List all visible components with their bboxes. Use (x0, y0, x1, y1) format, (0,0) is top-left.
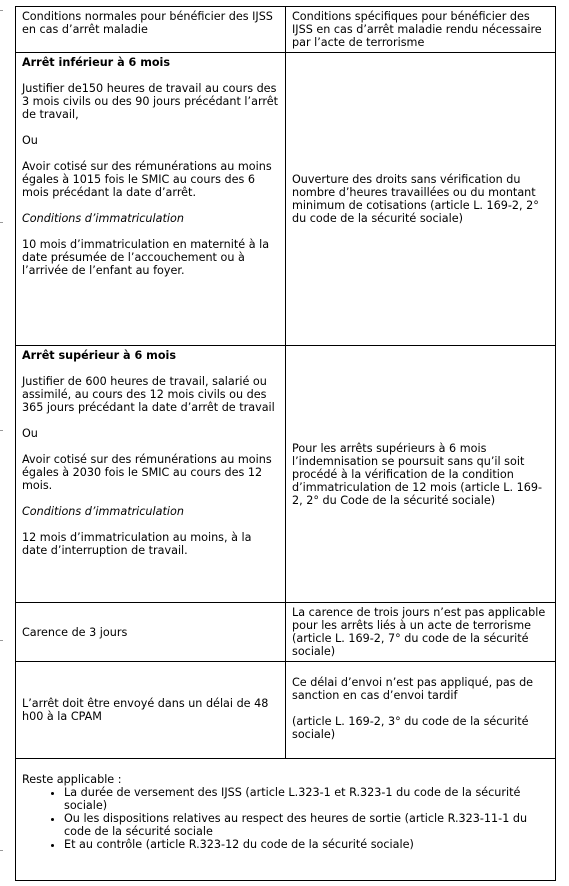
row2-paragraph: Justifier de 600 heures de travail, salarié ou assimilé, au cours des 12 mois civils ou des 365 jours précédant la date d’arrêt de travail (22, 375, 275, 414)
row4-right-reference: (article L. 169-2, 3° du code de la sécurité sociale) (292, 715, 529, 741)
row2-or: Ou (22, 427, 38, 440)
footer-cell (16, 759, 556, 881)
row4-left-cell (16, 662, 286, 759)
row1-right-cell (286, 53, 556, 346)
margin-mark (0, 430, 3, 431)
row1-paragraph: 10 mois d’immatriculation en maternité à la date présumée de l’accouchement ou à l’arrivée de l’enfant au foyer. (22, 238, 270, 277)
row4-left-text: L’arrêt doit être envoyé dans un délai de 48 h00 à la CPAM (22, 697, 269, 723)
footer-intro: Reste applicable : (22, 773, 122, 786)
row1-left-cell (16, 53, 286, 346)
row2-right-text: Pour les arrêts supérieurs à 6 mois l’indemnisation se poursuit sans qu’il soit procédé à la vérification de la condition d’immatriculation de 12 mois (article L. 169-2, 2° du Code de la sécurité sociale) (292, 441, 543, 507)
table-row (16, 662, 556, 759)
header-cell-specific (286, 7, 556, 53)
row2-paragraph: Avoir cotisé sur des rémunérations au moins égales à 2030 fois le SMIC au cours des 12 mois. (22, 453, 272, 492)
ijss-conditions-table (15, 6, 556, 881)
row3-right-cell (286, 603, 556, 662)
row1-title: Arrêt inférieur à 6 mois (22, 56, 171, 69)
table-row (16, 53, 556, 346)
row1-subtitle: Conditions d’immatriculation (22, 212, 184, 225)
row1-or: Ou (22, 134, 38, 147)
margin-mark (0, 10, 3, 11)
row3-left-text: Carence de 3 jours (22, 625, 128, 639)
header-cell-normal (16, 7, 286, 53)
row2-subtitle: Conditions d’immatriculation (22, 505, 184, 518)
table-footer-row (16, 759, 556, 881)
row2-title: Arrêt supérieur à 6 mois (22, 349, 177, 362)
row1-paragraph: Avoir cotisé sur des rémunérations au moins égales à 1015 fois le SMIC au cours des 6 mois précédant la date d’arrêt. (22, 160, 272, 199)
footer-bullet-list (22, 786, 549, 851)
row1-paragraph: Justifier de150 heures de travail au cours des 3 mois civils ou des 90 jours précédant l’arrêt de travail, (22, 82, 278, 121)
row3-left-cell (16, 603, 286, 662)
row3-right-text: La carence de trois jours n’est pas applicable pour les arrêts liés à un acte de terrorisme (article L. 169-2, 7° du code de la sécurité sociale) (292, 606, 546, 658)
row2-right-cell (286, 346, 556, 603)
margin-mark (0, 850, 3, 851)
row4-right-cell (286, 662, 556, 759)
table-header-row (16, 7, 556, 53)
row4-right-text: Ce délai d’envoi n’est pas appliqué, pas de sanction en cas d’envoi tardif (292, 676, 534, 702)
table-row (16, 346, 556, 603)
list-item: • La durée de versement des IJSS (article L.323-1 et R.323-1 du code de la sécurité sociale) (64, 786, 549, 812)
row2-paragraph: 12 mois d’immatriculation au moins, à la date d’interruption de travail. (22, 531, 252, 557)
header-normal-text: Conditions normales pour bénéficier des IJSS en cas d’arrêt maladie (22, 10, 273, 36)
row1-right-text: Ouverture des droits sans vérification du nombre d’heures travaillées ou du montant minimum de cotisations (article L. 169-2, 2° du code de la sécurité sociale) (292, 173, 539, 225)
margin-mark (0, 222, 3, 223)
table-row (16, 603, 556, 662)
list-item: • Et au contrôle (article R.323-12 du code de la sécurité sociale) (64, 838, 549, 851)
list-item: • Ou les dispositions relatives au respect des heures de sortie (article R.323-11-1 du code de la sécurité sociale (64, 812, 549, 838)
header-specific-text: Conditions spécifiques pour bénéficier des IJSS en cas d’arrêt maladie rendu nécessaire par l’acte de terrorisme (292, 10, 542, 49)
row2-left-cell (16, 346, 286, 603)
margin-mark (0, 640, 3, 641)
